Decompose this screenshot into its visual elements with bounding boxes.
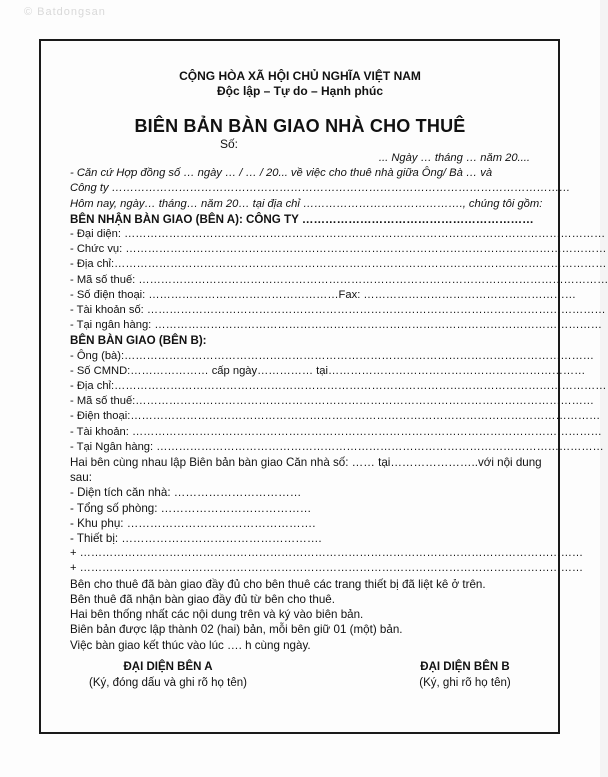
signature-a-note: (Ký, đóng dấu và ghi rõ họ tên) bbox=[89, 676, 247, 689]
signature-b-title: ĐẠI DIỆN BÊN B bbox=[420, 660, 510, 673]
closing-line: Bên cho thuê đã bàn giao đầy đủ cho bên thuê các trang thiết bị đã liệt kê ở trên. bbox=[70, 577, 486, 591]
party-a-row: - Đại diện: ………………………………………………………………………………………………………………… bbox=[70, 228, 606, 241]
agreement-line-1: Hai bên cùng nhau lập Biên bản bàn giao Căn nhà số: …… tại…………………..với nội dung bbox=[70, 456, 542, 470]
party-b-row: - Mã số thuế:…………………………………………………………………………………………………………… bbox=[70, 395, 594, 408]
closing-line: Hai bên thống nhất các nội dung trên và ký vào biên bản. bbox=[70, 608, 364, 622]
signature-b-note: (Ký, ghi rõ họ tên) bbox=[419, 676, 511, 689]
basis-line-2: Công ty …………………………………………………………………………………………………………… bbox=[70, 182, 571, 195]
item-row: - Thiết bị: ……………………………………………. bbox=[70, 532, 322, 546]
document-body bbox=[70, 65, 608, 699]
party-a-row: - Địa chỉ:…………………………………………………………………………………………………………………… bbox=[70, 258, 607, 271]
party-b-row: - Điện thoại:……………………………………………………………………………………………………………… bbox=[70, 410, 601, 423]
party-b-heading: BÊN BÀN GIAO (BÊN B): bbox=[70, 334, 207, 348]
party-b-row: - Tài khoản: ……………………………………………………………………………………………………………… bbox=[70, 425, 602, 438]
signature-a-title: ĐẠI DIỆN BÊN A bbox=[123, 660, 213, 673]
party-b-row: - Tại Ngân hàng: ………………………………………………………………………………………………………… bbox=[70, 440, 604, 453]
basis-line-1: - Căn cứ Hợp đồng số … ngày … / … / 20... về việc cho thuê nhà giữa Ông/ Bà … và bbox=[70, 167, 493, 180]
today-line: Hôm nay, ngày… tháng… năm 20… tại địa chỉ ……………………………………., chúng tôi gồm: bbox=[70, 197, 543, 210]
party-a-row: - Chức vụ: ………………………………………………………………………………………………………………… bbox=[70, 243, 607, 256]
party-a-row: - Tại ngân hàng: ………………………………………………………………………………………………………… bbox=[70, 319, 602, 332]
watermark: © Batdongsan bbox=[24, 6, 106, 18]
signature-party-a bbox=[68, 659, 268, 691]
signature-section bbox=[70, 659, 530, 699]
item-row: - Diện tích căn nhà: …………………………… bbox=[70, 486, 302, 500]
motto: Độc lập – Tự do – Hạnh phúc bbox=[216, 84, 384, 98]
date-line: ... Ngày … tháng … năm 20.... bbox=[378, 152, 530, 164]
plus-row: + ……………………………………………………………………………………………………………………… bbox=[70, 547, 584, 560]
agreement-line-2: sau: bbox=[70, 471, 92, 485]
party-a-heading: BÊN NHẬN BÀN GIAO (BÊN A): CÔNG TY …………………………………………………… bbox=[70, 212, 534, 226]
document-title: BIÊN BẢN BÀN GIAO NHÀ CHO THUÊ bbox=[134, 116, 466, 136]
nation-heading: CỘNG HÒA XÃ HỘI CHỦ NGHĨA VIỆT NAM bbox=[179, 69, 421, 83]
item-row: - Tổng số phòng: ………………………………… bbox=[70, 501, 312, 515]
closing-line: Việc bàn giao kết thúc vào lúc …. h cùng ngày. bbox=[70, 638, 311, 652]
item-row: - Khu phụ: …………………………………………. bbox=[70, 516, 316, 530]
party-a-row: - Mã số thuế: ……………………………………………………………………………………………………………… bbox=[70, 273, 608, 286]
closing-line: Bên thuê đã nhận bàn giao đầy đủ từ bên cho thuê. bbox=[70, 592, 335, 606]
party-b-row: - Địa chỉ:…………………………………………………………………………………………………………………… bbox=[70, 380, 607, 393]
party-b-row: - Số CMND:………………… cấp ngày…………… tại…………………………………………………………… bbox=[70, 364, 586, 377]
party-a-row: - Số điện thoại: ……………………………………………Fax: ………………………………………………… bbox=[70, 288, 576, 301]
party-b-row: - Ông (bà):……………………………………………………………………………………………………………… bbox=[70, 349, 594, 362]
document-number: Số: bbox=[220, 137, 239, 151]
signature-party-b bbox=[400, 659, 530, 691]
plus-row: + ……………………………………………………………………………………………………………………… bbox=[70, 562, 584, 575]
closing-line: Biên bản được lập thành 02 (hai) bản, mỗi bên giữ 01 (một) bản. bbox=[70, 623, 403, 637]
party-a-row: - Tài khoản số: …………………………………………………………………………………………………………… bbox=[70, 304, 606, 317]
